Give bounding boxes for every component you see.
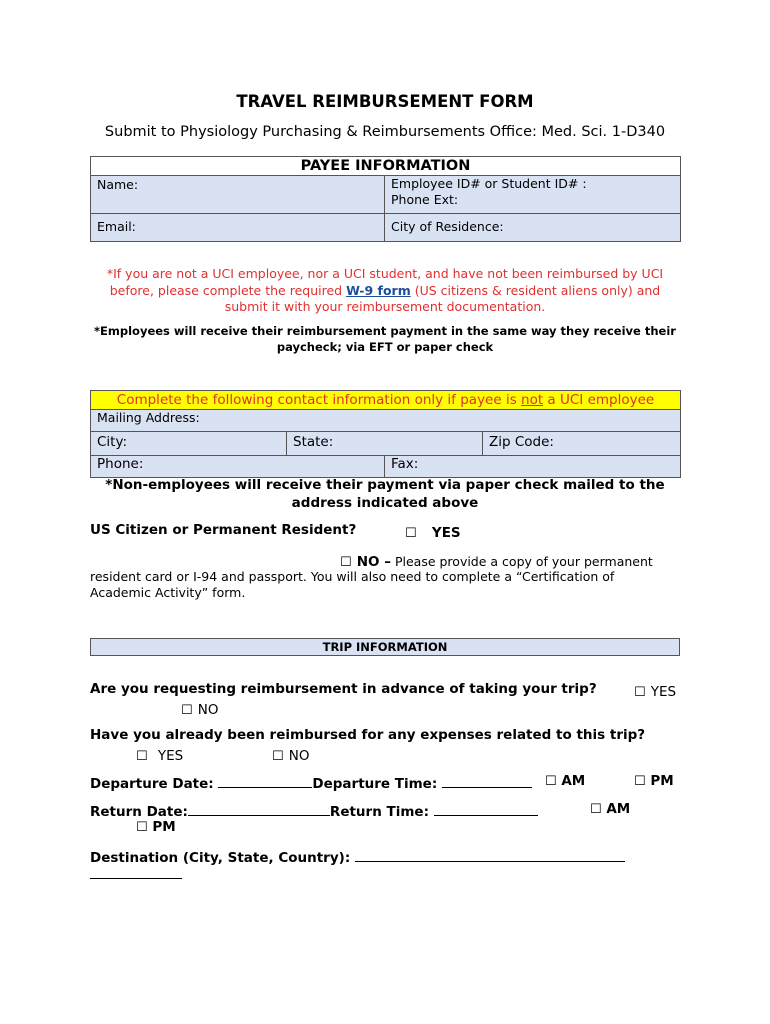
checkbox-icon[interactable]: ☐ [405,526,417,541]
form-subtitle: Submit to Physiology Purchasing & Reimbursements Office: Med. Sci. 1-D340 [104,124,666,140]
advance-no-option[interactable] [181,699,218,718]
reimbursed-no-label: NO [288,748,310,764]
checkbox-icon[interactable]: ☐ [181,703,193,718]
advance-yes-label: YES [650,684,677,700]
contact-header-text-2: a UCI employee [543,392,655,408]
citizen-yes-option[interactable] [405,522,461,541]
reimbursed-no-option[interactable] [272,745,309,764]
employee-id-label: Employee ID# or Student ID# : [391,176,587,191]
return-pm-option[interactable] [136,819,176,835]
checkbox-icon[interactable]: ☐ [634,685,646,700]
return-am-option[interactable] [590,801,630,817]
destination-input-continued[interactable] [90,864,182,879]
citizen-no-label: NO – [356,554,391,570]
advance-question: Are you requesting reimbursement in advance of taking your trip? [90,681,597,697]
mailing-address-label: Mailing Address: [97,410,200,425]
contact-header-not: not [521,392,544,408]
departure-date-label: Departure Date: [90,776,214,792]
departure-row [90,773,532,792]
fax-label: Fax: [391,456,419,472]
destination-label: Destination (City, State, Country): [90,850,351,866]
employee-id-field[interactable] [385,176,681,214]
city-field[interactable] [91,432,287,456]
city-label: City: [97,434,128,450]
name-label: Name: [97,177,139,192]
form-title: TRAVEL REIMBURSEMENT FORM [236,92,534,111]
return-date-label: Return Date: [90,804,188,820]
return-time-input[interactable] [434,801,538,816]
checkbox-icon[interactable]: ☐ [590,802,602,817]
employee-payment-note: *Employees will receive their reimbursement payment in the same way they receive their paycheck; via EFT or paper check [94,324,676,354]
w9-notice-text-2: (US citizens & resident aliens only) and submit it with your reimbursement documentation. [224,282,661,314]
phone-field[interactable] [91,456,385,478]
departure-pm-label: PM [650,773,674,789]
w9-notice [100,266,670,316]
citizen-no-text-3: Academic Activity” form. [90,585,246,600]
departure-time-label: Departure Time: [312,776,438,792]
zip-code-field[interactable] [483,432,681,456]
departure-date-input[interactable] [218,773,312,788]
contact-header-text-1: Complete the following contact information only if payee is [116,392,522,408]
departure-time-input[interactable] [442,773,532,788]
checkbox-icon[interactable]: ☐ [136,749,148,764]
return-time-label: Return Time: [329,804,429,820]
zip-code-label: Zip Code: [489,434,554,450]
return-pm-label: PM [152,819,176,835]
reimbursed-question: Have you already been reimbursed for any expenses related to this trip? [90,727,646,743]
payee-information-table [90,156,681,242]
city-of-residence-field[interactable] [385,214,681,242]
phone-ext-label: Phone Ext: [391,192,459,207]
trip-information-header: TRIP INFORMATION [90,638,680,656]
departure-pm-option[interactable] [634,773,674,789]
citizen-yes-label: YES [431,525,461,541]
departure-am-label: AM [561,773,586,789]
checkbox-icon[interactable]: ☐ [272,749,284,764]
departure-am-option[interactable] [545,773,585,789]
reimbursed-yes-label: YES [157,748,184,764]
return-am-label: AM [606,801,631,817]
checkbox-icon[interactable]: ☐ [545,774,557,789]
contact-information-table [90,390,681,478]
citizen-question: US Citizen or Permanent Resident? [90,522,357,538]
advance-no-label: NO [197,702,219,718]
destination-input[interactable] [355,847,625,862]
contact-header [91,391,681,410]
citizen-no-text-1: Please provide a copy of your permanent [390,554,653,569]
phone-label: Phone: [97,456,144,472]
advance-yes-option[interactable] [634,681,676,700]
email-field[interactable] [91,214,385,242]
state-field[interactable] [287,432,483,456]
return-date-input[interactable] [188,801,330,816]
citizen-no-option[interactable] [340,551,653,570]
state-label: State: [293,434,334,450]
nonemployee-payment-note: *Non-employees will receive their payment via paper check mailed to the address indicated above [105,477,665,511]
payee-header: PAYEE INFORMATION [91,157,681,176]
name-field[interactable] [91,176,385,214]
city-of-residence-label: City of Residence: [391,219,504,234]
checkbox-icon[interactable]: ☐ [136,820,148,835]
checkbox-icon[interactable]: ☐ [634,774,646,789]
w9-notice-text-1: *If you are not a UCI employee, nor a UCI student, and have not been reimbursed by UCI before, please complete the required [106,266,664,298]
checkbox-icon[interactable]: ☐ [340,555,352,570]
citizen-no-text-2: resident card or I-94 and passport. You will also need to complete a “Certification of [90,569,615,584]
email-label: Email: [97,219,136,234]
w9-form-link[interactable]: W-9 form [346,282,411,298]
reimbursed-yes-option[interactable] [136,745,183,764]
fax-field[interactable] [385,456,681,478]
mailing-address-field[interactable] [91,410,681,432]
return-row [90,801,538,820]
